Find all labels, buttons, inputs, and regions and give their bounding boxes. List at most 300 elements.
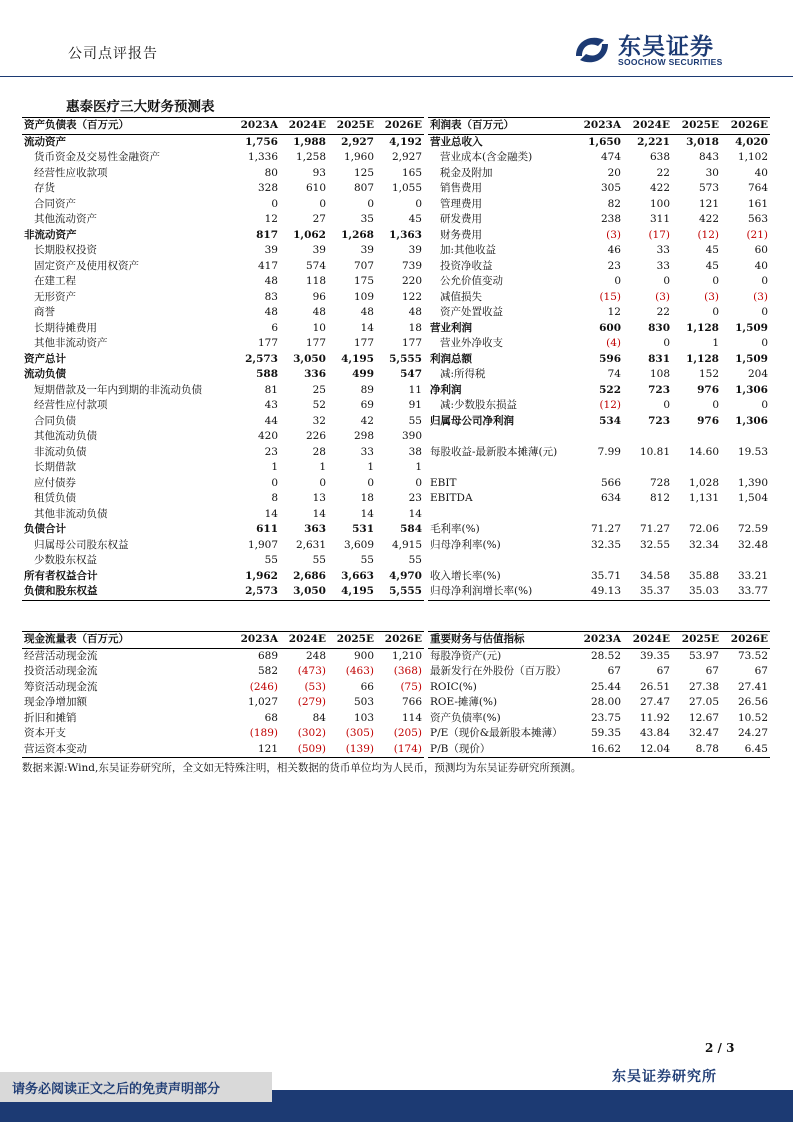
table-row bbox=[22, 569, 424, 585]
table-row bbox=[22, 181, 424, 197]
row-label: 固定资产及使用权资产 bbox=[34, 259, 139, 272]
table-row bbox=[22, 336, 424, 352]
row-label: 毛利率(%) bbox=[430, 523, 480, 535]
row-value: 5,555 bbox=[376, 584, 424, 600]
table-row bbox=[428, 197, 770, 213]
row-value: 1,028 bbox=[688, 476, 719, 489]
row-value: 707 bbox=[353, 259, 374, 272]
row-label: 流动资产 bbox=[24, 135, 66, 148]
row-value: 35.88 bbox=[688, 569, 719, 582]
row-value: 4,192 bbox=[389, 135, 422, 148]
row-value: 328 bbox=[257, 182, 278, 194]
row-value: 84 bbox=[312, 711, 326, 724]
row-value: 220 bbox=[401, 275, 422, 287]
row-label: 营业利润 bbox=[430, 321, 472, 334]
row-value: 2,927 bbox=[341, 135, 374, 148]
row-value: 723 bbox=[648, 383, 670, 396]
row-value: 81 bbox=[264, 383, 278, 396]
logo-mark-icon bbox=[570, 30, 614, 70]
row-value: 35.37 bbox=[623, 584, 672, 600]
row-value: 25.44 bbox=[590, 680, 621, 693]
row-value: 2,927 bbox=[391, 151, 422, 163]
row-value: (17) bbox=[648, 228, 670, 241]
row-value: 638 bbox=[649, 151, 670, 163]
table-row bbox=[428, 212, 770, 228]
row-value: 0 bbox=[663, 337, 670, 349]
row-value: 5,555 bbox=[389, 352, 422, 365]
row-value: (75) bbox=[400, 680, 422, 693]
row-value: 80 bbox=[264, 166, 278, 179]
row-value: 38 bbox=[408, 445, 422, 458]
row-value: 582 bbox=[257, 665, 278, 677]
institute-name: 东吴证券研究所 bbox=[612, 1069, 717, 1085]
row-value: 0 bbox=[663, 275, 670, 287]
row-value: 23.75 bbox=[590, 711, 621, 724]
row-label: 管理费用 bbox=[440, 197, 482, 210]
table-row bbox=[428, 680, 770, 696]
row-value: 534 bbox=[599, 414, 621, 427]
table-row bbox=[428, 290, 770, 306]
year-header: 2025E bbox=[328, 632, 376, 649]
table-row bbox=[428, 383, 770, 399]
table-row bbox=[428, 150, 770, 166]
row-value: 27.38 bbox=[688, 680, 719, 693]
row-value: 18 bbox=[360, 492, 374, 504]
row-value: 390 bbox=[401, 430, 422, 442]
table-row bbox=[22, 726, 424, 742]
row-label bbox=[428, 429, 574, 445]
table-row bbox=[22, 398, 424, 414]
row-value: 1,509 bbox=[735, 321, 768, 334]
row-value: 3,050 bbox=[293, 352, 326, 365]
row-label: 应付债券 bbox=[34, 476, 76, 489]
row-value: (3) bbox=[704, 290, 719, 303]
row-value: 45 bbox=[408, 213, 422, 225]
table-row bbox=[22, 197, 424, 213]
row-label: 租赁负债 bbox=[34, 492, 76, 504]
table-row bbox=[428, 553, 770, 569]
year-header: 2026E bbox=[721, 632, 770, 649]
row-value: (463) bbox=[345, 665, 374, 677]
row-value: 72.06 bbox=[688, 523, 719, 535]
row-label: 经营性应收款项 bbox=[34, 166, 108, 179]
row-value: 46 bbox=[607, 244, 621, 256]
row-value: 0 bbox=[761, 399, 768, 411]
row-value: 177 bbox=[257, 337, 278, 349]
table-row bbox=[22, 522, 424, 538]
row-value: 66 bbox=[360, 680, 374, 693]
row-value: 226 bbox=[305, 430, 326, 442]
row-value: 48 bbox=[408, 306, 422, 318]
year-header: 2024E bbox=[280, 118, 328, 135]
row-value: 1,102 bbox=[737, 151, 768, 163]
row-label: P/E（现价&最新股本摊薄） bbox=[430, 727, 563, 739]
table-row bbox=[428, 134, 770, 150]
row-value: 8.78 bbox=[672, 742, 721, 758]
row-value: 588 bbox=[256, 368, 278, 380]
row-value: 0 bbox=[712, 399, 719, 411]
row-label: 非流动负债 bbox=[34, 445, 87, 458]
table-row bbox=[428, 321, 770, 337]
company-logo bbox=[570, 28, 740, 72]
row-value: 39.35 bbox=[639, 649, 670, 662]
row-value: 28 bbox=[312, 445, 326, 458]
row-value: 35.03 bbox=[672, 584, 721, 600]
row-value bbox=[721, 507, 770, 523]
row-value: 152 bbox=[698, 368, 719, 380]
row-value: 14.60 bbox=[688, 445, 719, 458]
row-value: 11 bbox=[408, 383, 422, 396]
row-value: 1,988 bbox=[293, 135, 326, 148]
row-value: 91 bbox=[408, 399, 422, 411]
row-value: 0 bbox=[761, 306, 768, 318]
table-row bbox=[428, 538, 770, 554]
row-value: 42 bbox=[360, 414, 374, 427]
row-label: 减值损失 bbox=[440, 290, 482, 303]
row-value: 2,631 bbox=[295, 538, 326, 551]
ratios-table bbox=[428, 631, 770, 758]
table-row bbox=[428, 429, 770, 445]
row-label: 营业外净收支 bbox=[440, 337, 503, 349]
table-row bbox=[22, 305, 424, 321]
row-label: 公允价值变动 bbox=[440, 275, 503, 287]
row-value: 32.47 bbox=[688, 727, 719, 739]
row-value: 114 bbox=[401, 711, 422, 724]
year-header: 2026E bbox=[376, 632, 424, 649]
row-label: P/B（现价） bbox=[428, 742, 574, 758]
row-value: 0 bbox=[614, 275, 621, 287]
row-value bbox=[672, 553, 721, 569]
table-row bbox=[22, 212, 424, 228]
header-divider bbox=[0, 76, 793, 77]
row-value: 976 bbox=[697, 414, 719, 427]
row-value: (509) bbox=[280, 742, 328, 758]
row-value: 27.47 bbox=[639, 696, 670, 708]
row-value: 2,686 bbox=[293, 569, 326, 582]
year-header: 2026E bbox=[721, 118, 770, 135]
row-value: 843 bbox=[698, 151, 719, 163]
row-value: 1,258 bbox=[295, 151, 326, 163]
row-label: 减:所得税 bbox=[440, 368, 486, 380]
cashflow-table bbox=[22, 631, 424, 758]
row-value: 4,020 bbox=[735, 135, 768, 148]
row-value: 100 bbox=[649, 197, 670, 210]
row-value: 547 bbox=[400, 368, 422, 380]
row-value: 39 bbox=[264, 244, 278, 256]
row-value: 45 bbox=[705, 244, 719, 256]
row-value: 336 bbox=[304, 368, 326, 380]
row-value: 2,573 bbox=[232, 584, 280, 600]
row-value bbox=[574, 460, 623, 476]
table-row bbox=[428, 522, 770, 538]
row-label: 资本开支 bbox=[24, 727, 66, 739]
row-value: 1,907 bbox=[247, 538, 278, 551]
row-value: 68 bbox=[264, 711, 278, 724]
row-value: 39 bbox=[360, 244, 374, 256]
row-value: 1,210 bbox=[391, 649, 422, 662]
row-value: 13 bbox=[312, 492, 326, 504]
row-value: 74 bbox=[607, 368, 621, 380]
logo-cn-text: 东吴证券 bbox=[618, 34, 714, 60]
logo-en-text: SOOCHOW SECURITIES bbox=[618, 57, 723, 67]
row-value: 82 bbox=[607, 197, 621, 210]
row-value: 96 bbox=[312, 290, 326, 303]
row-value: 34.58 bbox=[639, 569, 670, 582]
table-row bbox=[22, 166, 424, 182]
row-label: 非流动资产 bbox=[24, 228, 77, 241]
row-value: 67 bbox=[607, 665, 621, 677]
row-label: 税金及附加 bbox=[440, 166, 493, 179]
year-header: 2026E bbox=[376, 118, 424, 135]
table-row bbox=[22, 664, 424, 680]
row-label: 其他非流动资产 bbox=[34, 337, 108, 349]
income-title: 利润表（百万元） bbox=[428, 118, 574, 135]
row-value: 0 bbox=[271, 476, 278, 489]
row-label: ROIC(%) bbox=[430, 680, 477, 693]
row-value: 14 bbox=[408, 507, 422, 520]
row-value: 596 bbox=[599, 352, 621, 365]
row-value: 0 bbox=[271, 197, 278, 210]
row-value: 634 bbox=[600, 492, 621, 504]
row-value: 0 bbox=[761, 275, 768, 287]
table-row bbox=[22, 553, 424, 569]
row-value bbox=[721, 553, 770, 569]
row-value: 1,268 bbox=[341, 228, 374, 241]
row-value: 0 bbox=[319, 197, 326, 210]
table-row bbox=[428, 695, 770, 711]
row-value: 764 bbox=[747, 182, 768, 194]
row-value: 12 bbox=[264, 213, 278, 225]
row-value: 311 bbox=[649, 213, 670, 225]
row-value bbox=[623, 460, 672, 476]
year-header: 2025E bbox=[672, 118, 721, 135]
row-value: 33 bbox=[360, 445, 374, 458]
row-value: 1 bbox=[712, 337, 719, 349]
row-value: 4,915 bbox=[391, 538, 422, 551]
row-value: 43.84 bbox=[639, 727, 670, 739]
table-row bbox=[428, 228, 770, 244]
table-row bbox=[22, 711, 424, 727]
row-value: (189) bbox=[249, 727, 278, 739]
row-label: 无形资产 bbox=[34, 290, 76, 303]
row-value: 248 bbox=[305, 649, 326, 662]
row-value bbox=[672, 507, 721, 523]
row-value: 499 bbox=[352, 368, 374, 380]
row-value: 420 bbox=[257, 430, 278, 442]
row-value: (174) bbox=[376, 742, 424, 758]
row-value: 0 bbox=[761, 337, 768, 349]
row-value: 24.27 bbox=[737, 727, 768, 739]
row-value: 89 bbox=[360, 383, 374, 396]
row-value: 1,962 bbox=[245, 569, 278, 582]
table-row bbox=[22, 259, 424, 275]
row-value bbox=[574, 553, 623, 569]
row-value: 55 bbox=[408, 414, 422, 427]
row-value bbox=[672, 460, 721, 476]
row-value: 27 bbox=[312, 213, 326, 225]
row-value: 584 bbox=[400, 523, 422, 535]
table-row bbox=[428, 460, 770, 476]
row-value: 23 bbox=[264, 445, 278, 458]
row-label: 负债合计 bbox=[24, 523, 66, 535]
table-row bbox=[22, 429, 424, 445]
row-value: 812 bbox=[649, 492, 670, 504]
row-value: 1,128 bbox=[686, 352, 719, 365]
year-header: 2024E bbox=[623, 118, 672, 135]
balance-title: 资产负债表（百万元） bbox=[22, 118, 232, 135]
table-row bbox=[428, 584, 770, 600]
row-value: 23 bbox=[408, 492, 422, 504]
row-value: (246) bbox=[249, 680, 278, 693]
row-value: 8 bbox=[271, 492, 278, 504]
row-value: 689 bbox=[257, 649, 278, 662]
row-value: 109 bbox=[353, 290, 374, 303]
row-value: 125 bbox=[353, 166, 374, 179]
row-label: 在建工程 bbox=[34, 275, 76, 287]
row-value: 11.92 bbox=[639, 711, 670, 724]
row-value: (3) bbox=[655, 290, 670, 303]
table-row bbox=[428, 445, 770, 461]
row-value: 3,018 bbox=[686, 135, 719, 148]
row-value: 26.56 bbox=[737, 696, 768, 708]
row-value: 1,055 bbox=[391, 182, 422, 194]
row-value bbox=[623, 553, 672, 569]
row-value: 474 bbox=[600, 151, 621, 163]
row-value: 4,970 bbox=[389, 569, 422, 582]
row-value: 4,195 bbox=[341, 352, 374, 365]
table-row bbox=[428, 476, 770, 492]
table-row bbox=[22, 742, 424, 758]
disclaimer-text: 请务必阅读正文之后的免责声明部分 bbox=[12, 1082, 221, 1097]
row-value: 1,027 bbox=[247, 696, 278, 708]
row-label: 短期借款及一年内到期的非流动负债 bbox=[34, 383, 202, 396]
table-row bbox=[22, 476, 424, 492]
row-label: 每股净资产(元) bbox=[430, 649, 502, 662]
row-value: 18 bbox=[408, 321, 422, 334]
row-value: 1 bbox=[271, 461, 278, 473]
row-value: 161 bbox=[747, 197, 768, 210]
row-value: (302) bbox=[297, 727, 326, 739]
row-value: 43 bbox=[264, 399, 278, 411]
row-label bbox=[428, 553, 574, 569]
row-value: 2,573 bbox=[245, 352, 278, 365]
row-value: 14 bbox=[312, 507, 326, 520]
row-value: 32.34 bbox=[688, 538, 719, 551]
row-value: 0 bbox=[712, 275, 719, 287]
row-label: 每股收益-最新股本摊薄(元) bbox=[430, 445, 558, 458]
row-label: 长期待摊费用 bbox=[34, 321, 97, 334]
row-label: 资产处置收益 bbox=[440, 306, 503, 318]
table-row bbox=[428, 569, 770, 585]
table-row bbox=[22, 680, 424, 696]
row-label: 减:少数股东损益 bbox=[440, 399, 518, 411]
row-label: 商誉 bbox=[34, 306, 55, 318]
row-value: 33.21 bbox=[737, 569, 768, 582]
row-label: 归属母公司净利润 bbox=[430, 414, 514, 427]
row-label: 投资活动现金流 bbox=[24, 665, 98, 677]
page-number: 2 / 3 bbox=[705, 1041, 735, 1055]
row-value: (205) bbox=[393, 727, 422, 739]
row-value: 28.52 bbox=[590, 649, 621, 662]
row-value: 0 bbox=[663, 399, 670, 411]
row-value: 566 bbox=[600, 476, 621, 489]
table-row bbox=[428, 711, 770, 727]
table-row bbox=[22, 383, 424, 399]
row-value: 305 bbox=[600, 182, 621, 194]
row-label: 长期借款 bbox=[34, 461, 76, 473]
row-value: 1,650 bbox=[588, 135, 621, 148]
row-value: (3) bbox=[753, 290, 768, 303]
row-value: 55 bbox=[360, 554, 374, 566]
row-value: 19.53 bbox=[737, 445, 768, 458]
table-row bbox=[428, 274, 770, 290]
row-value: 3,050 bbox=[280, 584, 328, 600]
row-value: 45 bbox=[705, 259, 719, 272]
row-value: 1,390 bbox=[737, 476, 768, 489]
row-value: (15) bbox=[599, 290, 621, 303]
row-value: (473) bbox=[297, 665, 326, 677]
row-value: 573 bbox=[698, 182, 719, 194]
row-value: 55 bbox=[312, 554, 326, 566]
row-label bbox=[428, 460, 574, 476]
table-row bbox=[428, 648, 770, 664]
row-value: 298 bbox=[353, 430, 374, 442]
row-label: 经营性应付款项 bbox=[34, 399, 108, 411]
row-value: 52 bbox=[312, 399, 326, 411]
row-value: 739 bbox=[401, 259, 422, 272]
row-value: 55 bbox=[264, 554, 278, 566]
row-value: 60 bbox=[754, 244, 768, 256]
row-value: 830 bbox=[648, 321, 670, 334]
table-row bbox=[22, 584, 424, 600]
row-value: 807 bbox=[353, 182, 374, 194]
table-row bbox=[428, 664, 770, 680]
row-value: 2,221 bbox=[637, 135, 670, 148]
row-value: 25 bbox=[312, 383, 326, 396]
table-row bbox=[428, 491, 770, 507]
row-value: 177 bbox=[401, 337, 422, 349]
row-value: 39 bbox=[408, 244, 422, 256]
row-value: 1,509 bbox=[735, 352, 768, 365]
row-value: 6 bbox=[271, 321, 278, 334]
ratios-title: 重要财务与估值指标 bbox=[428, 632, 574, 649]
row-value: 27.41 bbox=[737, 680, 768, 693]
row-value: 1 bbox=[415, 461, 422, 473]
row-value: 39 bbox=[312, 244, 326, 256]
row-value: 363 bbox=[304, 523, 326, 535]
row-value: 35 bbox=[360, 213, 374, 225]
row-value: 1,306 bbox=[735, 414, 768, 427]
row-value: 766 bbox=[401, 696, 422, 708]
row-label: 负债和股东权益 bbox=[22, 584, 232, 600]
row-value: 0 bbox=[415, 197, 422, 210]
table-row bbox=[428, 352, 770, 368]
row-value: 563 bbox=[747, 213, 768, 225]
row-value: 1,504 bbox=[737, 492, 768, 504]
row-value: 175 bbox=[353, 275, 374, 287]
row-value: 55 bbox=[408, 554, 422, 566]
table-row bbox=[22, 352, 424, 368]
row-value: 48 bbox=[264, 275, 278, 287]
row-value bbox=[721, 460, 770, 476]
table-row bbox=[22, 414, 424, 430]
row-value: 1,131 bbox=[688, 492, 719, 504]
row-label bbox=[428, 507, 574, 523]
row-value: 33 bbox=[656, 259, 670, 272]
row-value: 723 bbox=[648, 414, 670, 427]
row-value: 53.97 bbox=[688, 649, 719, 662]
table-row bbox=[22, 538, 424, 554]
